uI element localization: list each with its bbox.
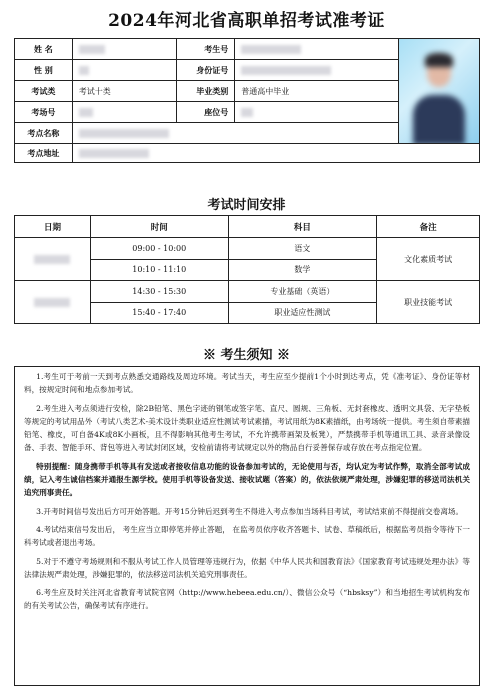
subject-cell: 语文 — [228, 238, 377, 260]
subject-cell: 数学 — [228, 259, 377, 281]
candidate-photo-icon — [399, 39, 479, 143]
date-cell-2 — [15, 281, 91, 324]
id-value — [235, 60, 399, 81]
table-row — [15, 238, 480, 260]
subject-cell: 职业适应性测试 — [228, 302, 377, 324]
exam-no-value — [235, 39, 399, 60]
candidate-info-table — [14, 38, 480, 163]
schedule-title: 考试时间安排 — [207, 198, 286, 213]
category-label: 考试类 — [15, 81, 73, 102]
header-note: 备注 — [377, 216, 480, 238]
gender-label: 性 别 — [15, 60, 73, 81]
notice-warning: 特别提醒：随身携带手机等具有发送或者接收信息功能的设备参加考试的，无论使用与否，均认定为考试作弊，取消全部考试成绩，记入考生诚信档案并通报生源学校。使用手机等设备发送、接收试题（答案）的，依法依规严肃处理，涉嫌犯罪的移送司法机关追究刑事责任。 — [24, 461, 470, 498]
table-row — [15, 281, 480, 303]
site-addr-value — [72, 144, 479, 163]
notice-title: ※ 考生须知 ※ — [202, 348, 291, 363]
time-cell: 09:00 - 10:00 — [90, 238, 228, 260]
exam-no-label: 考生号 — [177, 39, 235, 60]
notice-item: 5.对于不遵守考场规则和不服从考试工作人员管理等违规行为，依据《中华人民共和国教育法》《国家教育考试违规处理办法》等法律法规严肃处理，涉嫌犯罪的，依法移送司法机关追究刑事责任。 — [24, 556, 470, 579]
notice-box — [14, 366, 480, 686]
notice-item: 6.考生应及时关注河北省教育考试院官网（http://www.hebeea.edu.cn/）、微信公众号（“hbsksy”）和当地招生考试机构发布的有关考试公告，确保考试有序进行。 — [24, 588, 470, 611]
notice-item: 1.考生可于考前一天到考点熟悉交通路线及周边环境。考试当天，考生应至少提前1个小时到达考点，凭《准考证》、身份证等材料，按规定时间和地点参加考试。 — [24, 372, 470, 395]
notice-item: 3.开考时间信号发出后方可开始答题。开考15分钟后迟到考生不得进入考点参加当场科目考试，考试结束前不得提前交卷离场。 — [36, 506, 464, 516]
school-value: 普通高中毕业 — [235, 81, 399, 102]
room-label: 考场号 — [15, 102, 73, 123]
subject-cell: 专业基础（英语） — [228, 281, 377, 303]
site-addr-label: 考点地址 — [15, 144, 73, 163]
id-label: 身份证号 — [177, 60, 235, 81]
site-name-label: 考点名称 — [15, 123, 73, 144]
page-title: 2024年河北省高职单招考试准考证 — [108, 11, 385, 31]
photo-cell — [398, 39, 479, 144]
room-value — [72, 102, 177, 123]
notice-item: 4.考试结束信号发出后， 考生应当立即停笔并停止答题， 在监考员依序收齐答题卡、试卷、草稿纸后，根据监考员指令等待下一科考试或者退出考场。 — [24, 524, 470, 548]
header-time: 时间 — [90, 216, 228, 238]
time-cell: 10:10 - 11:10 — [90, 259, 228, 281]
schedule-table — [14, 215, 480, 324]
site-name-value — [72, 123, 398, 144]
seat-label: 座位号 — [177, 102, 235, 123]
header-subject: 科目 — [228, 216, 377, 238]
gender-value — [72, 60, 177, 81]
category-value: 考试十类 — [72, 81, 177, 102]
name-label: 姓 名 — [15, 39, 73, 60]
note-cell-2: 职业技能考试 — [377, 281, 480, 324]
time-cell: 14:30 - 15:30 — [90, 281, 228, 303]
school-label: 毕业类别 — [177, 81, 235, 102]
seat-value — [235, 102, 399, 123]
notice-item: 2.考生进入考点须进行安检，除2B铅笔、黑色字迹的钢笔或签字笔、直尺、圆规、三角板、无封套橡皮、透明文具袋、无字垫板等规定的考试用品外（考试八类艺术-美术设计类职业适应性测试考试素描，考试用纸为8K素描纸，由考场统一提供。考生须自带素描铅笔、橡皮，可自备4K或8K小画板，且不得影响其他考生考试，不允许携带画架及板凳），严禁携带手机等通讯工具、录音录像设备、手表、智能手环、背包等进入考试封闭区域，安检前请将考试规定以外的物品自行妥善保存或存放在考点指定位置。 — [24, 403, 470, 453]
header-date: 日期 — [15, 216, 91, 238]
name-value — [72, 39, 177, 60]
time-cell: 15:40 - 17:40 — [90, 302, 228, 324]
note-cell-1: 文化素质考试 — [377, 238, 480, 281]
date-cell-1 — [15, 238, 91, 281]
